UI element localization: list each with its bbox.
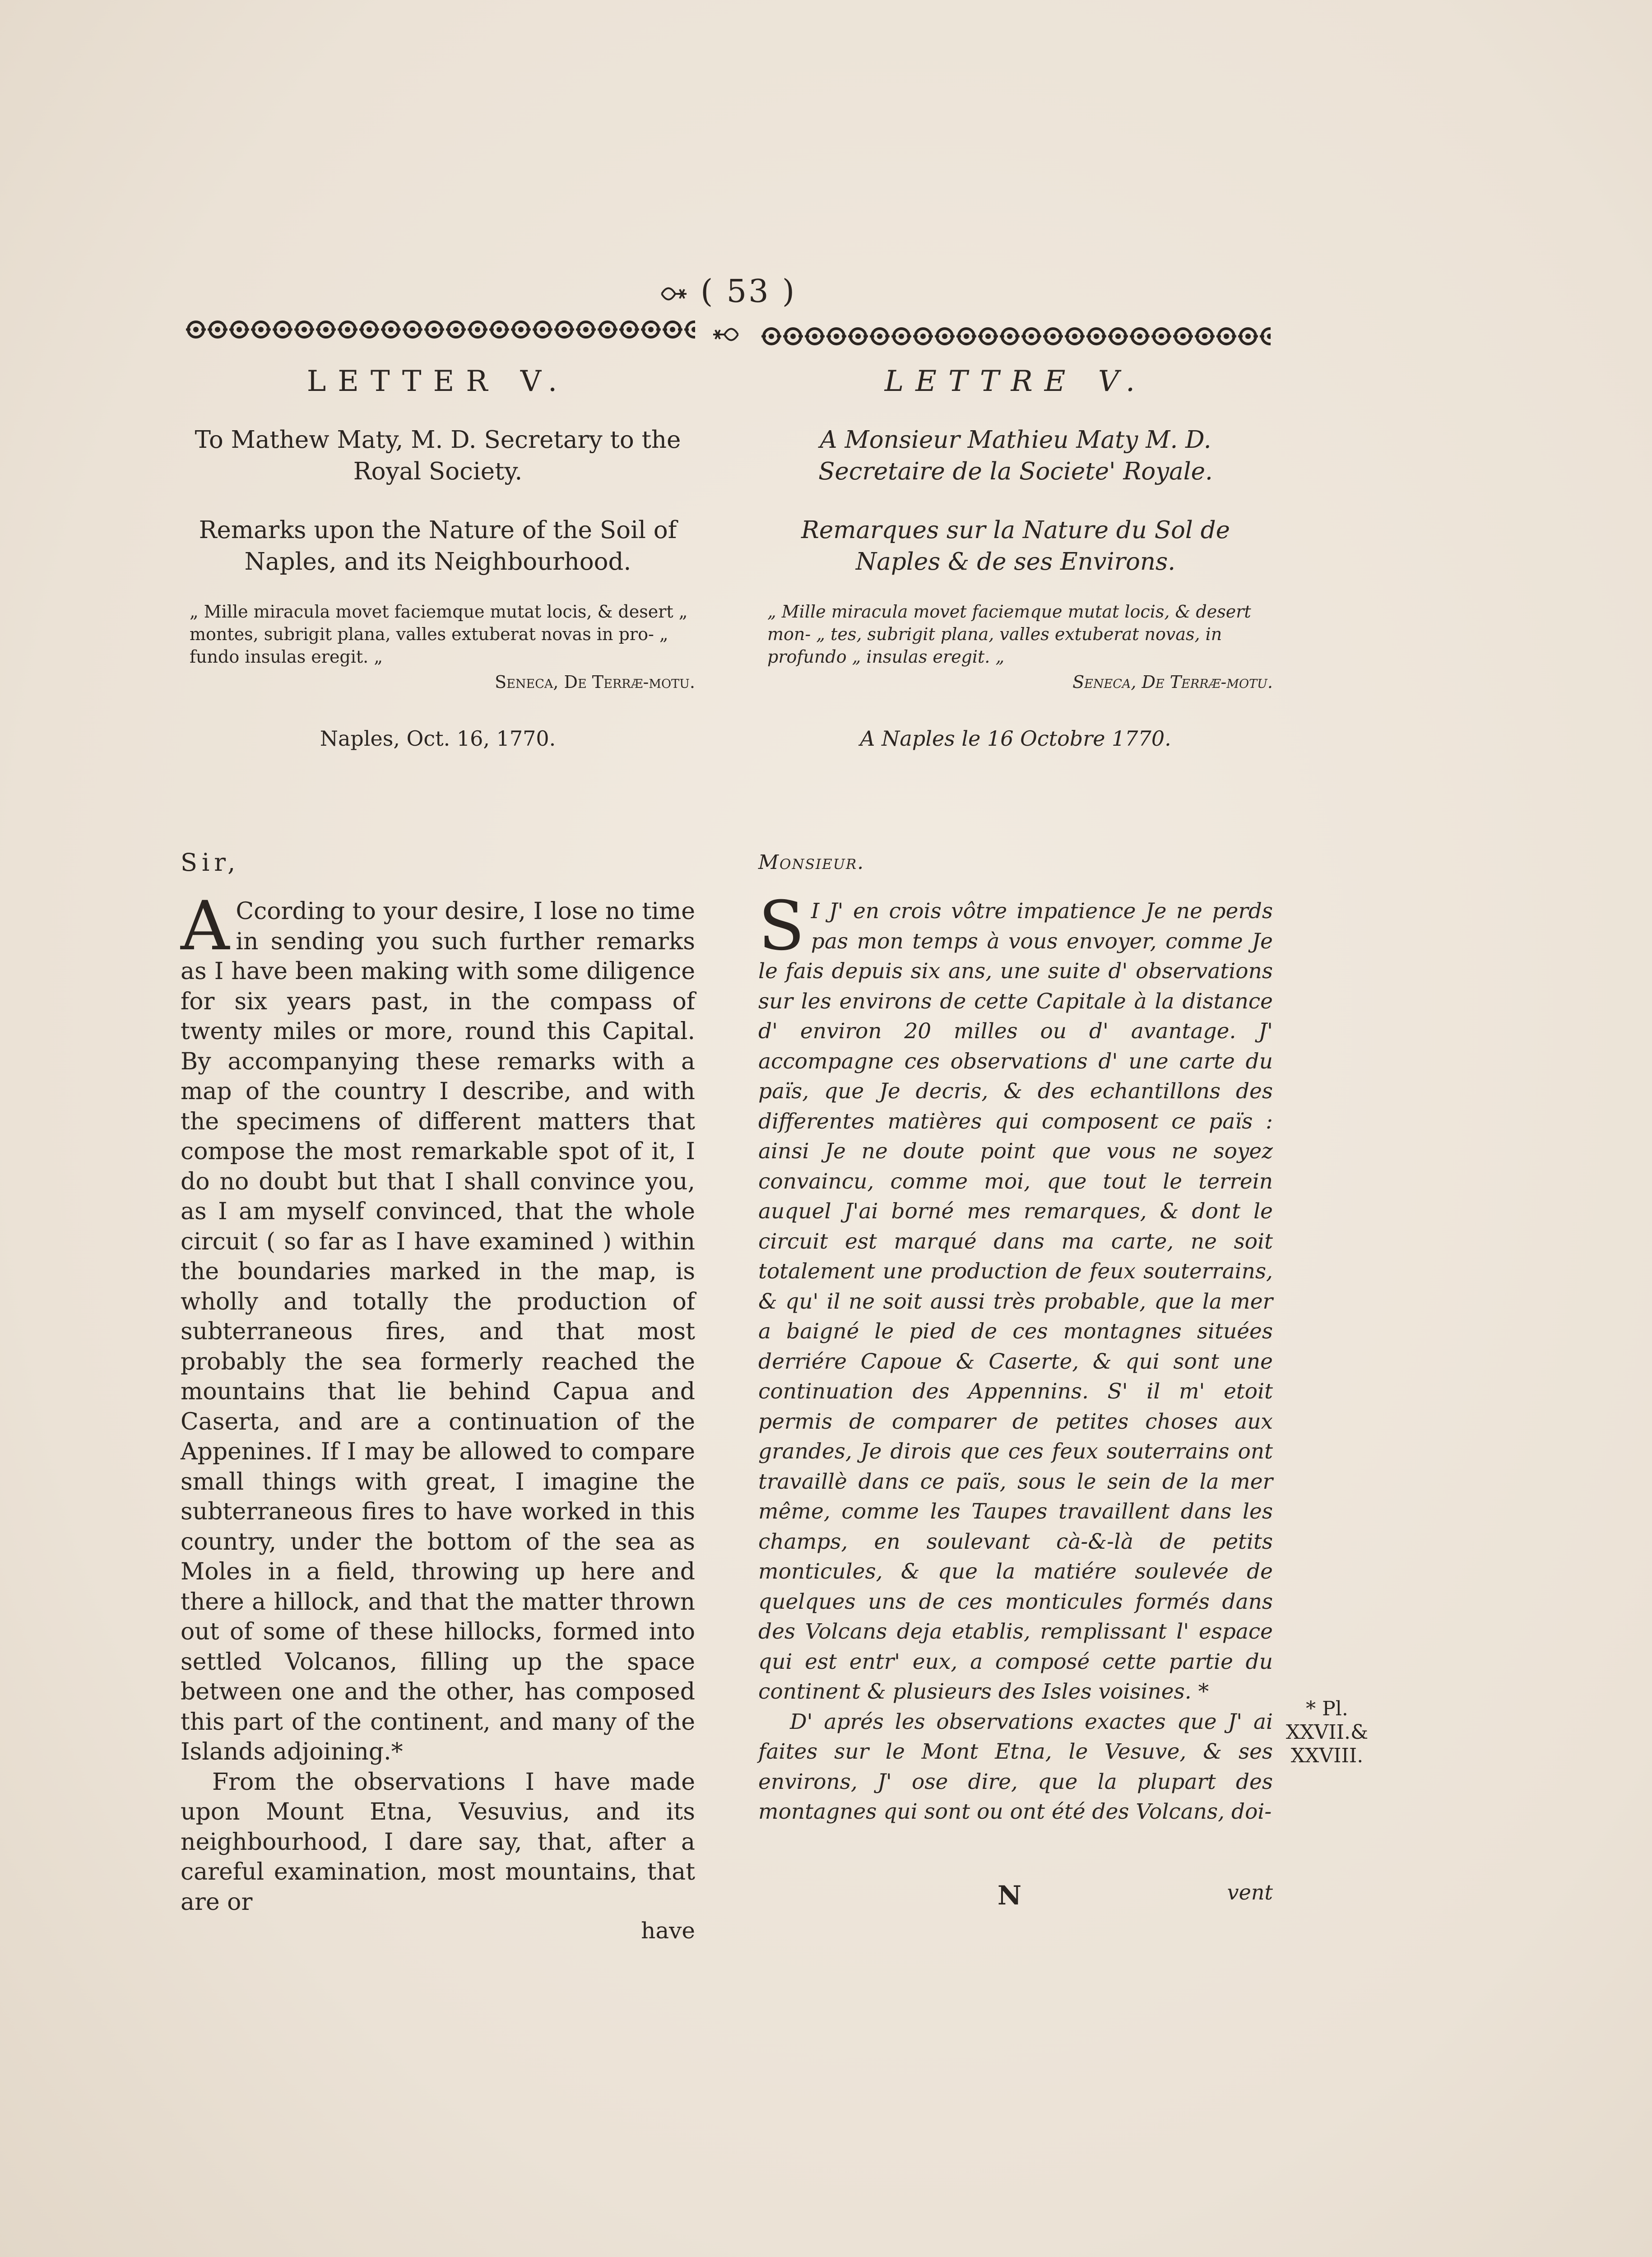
french-remarks-heading: Remarques sur la Nature du Sol de Naples & de ses Environs.	[801, 516, 1230, 576]
french-drop-cap: S	[758, 887, 805, 966]
english-motto	[181, 600, 695, 693]
french-catchword: vent	[1227, 1880, 1273, 1904]
signature-mark: N	[998, 1880, 1022, 1911]
margin-note: * Pl. XXVII.& XXVIII.	[1285, 1697, 1369, 1767]
page-number	[641, 271, 812, 311]
english-body	[181, 887, 695, 1944]
right-ornament-band-icon	[761, 323, 1271, 350]
french-title: LETTRE V.	[884, 365, 1147, 398]
english-column	[181, 361, 695, 1944]
right-fleuron-icon	[711, 321, 742, 348]
english-paragraph-1-text: Ccording to your desire, I lose no time in sending you such further remarks as I have been making with some diligence for six years past, in the compass of twenty miles or more, round this Capital. By accompanying these remarks with a map of the country I describe, and with the specimens of different matters that compose the most remarkable spot of it, I do no doubt but that I shall convince you, as I am myself convinced, that the whole circuit ( so far as I have examined ) within the boundaries marked in the map, is wholly and totally the production of subterraneous fires, and that most probably the sea formerly reached the mountains that lie behind Capua and Caserta, and are a continuation of the Appenines. If I may be allowed to compare small things with great, I imagine the subterraneous fires to have worked in this country, under the bottom of the sea as Moles in a field, throwing up here and there a hillock, and that the matter thrown out of some of these hillocks, formed into settled Volcanos, filling up the space between one and the other, has composed this part of the continent, and many of the Islands adjoining.*	[181, 898, 695, 1765]
english-remarks-heading: Remarks upon the Nature of the Soil of Naples, and its Neighbourhood.	[199, 516, 677, 576]
french-body	[758, 887, 1273, 1827]
english-salutation: Sir,	[181, 848, 240, 877]
english-to-heading: To Mathew Maty, M. D. Secretary to the Royal Society.	[195, 426, 681, 485]
left-ornament-band-icon	[185, 316, 695, 343]
french-motto-text: „ Mille miracula movet faciemque mutat locis, & desert mon- „ tes, subrigit plana, valles extuberat novas, in profundo „ insulas eregit. „	[767, 602, 1251, 667]
french-salutation: Monsieur.	[758, 851, 865, 874]
left-fleuron-icon	[657, 280, 689, 307]
french-column	[758, 361, 1273, 1827]
english-catchword: have	[641, 1918, 695, 1944]
french-paragraph-1	[758, 887, 1273, 1707]
french-motto	[758, 600, 1273, 693]
english-place-date: Naples, Oct. 16, 1770.	[320, 726, 556, 751]
english-motto-citation: Seneca, De Terræ-motu.	[495, 672, 695, 692]
french-place-date: A Naples le 16 Octobre 1770.	[860, 726, 1171, 751]
page-number-text: ( 53 )	[701, 273, 797, 310]
french-motto-citation: Seneca, De Terræ-motu.	[1072, 672, 1273, 692]
french-paragraph-2: D' aprés les observations exactes que J' ai faites sur le Mont Etna, le Vesuve, & ses environs, J' ose dire, que la plupart des montagnes qui sont ou ont été des Volcans, doi-	[758, 1709, 1273, 1824]
english-motto-text: „ Mille miracula movet faciemque mutat locis, & desert „ montes, subrigit plana, valles extuberat novas in pro- „ fundo insulas eregit. „	[190, 602, 688, 667]
english-paragraph-2: From the observations I have made upon Mount Etna, Vesuvius, and its neighbourhood, I dare say, that, after a careful examination, most mountains, that are or	[181, 1768, 695, 1916]
english-drop-cap: A	[181, 887, 230, 966]
english-paragraph-1	[181, 887, 695, 1767]
french-to-heading: A Monsieur Mathieu Maty M. D. Secretaire de la Societe' Royale.	[818, 426, 1213, 485]
english-title: LETTER V.	[306, 365, 569, 398]
french-paragraph-1-text: I J' en crois vôtre impatience Je ne perds pas mon temps à vous envoyer, comme Je le fais depuis six ans, une suite d' observations sur les environs de cette Capitale à la distance d' environ 20 milles ou d' avantage. J' accompagne ces observations d' une carte du païs, que Je decris, & des echantillons des differentes matières qui composent ce païs : ainsi Je ne doute point que vous ne soyez convaincu, comme moi, que tout le terrein auquel J'ai borné mes remarques, & dont le circuit est marqué dans ma carte, ne soit totalement une production de feux souterrains, & qu' il ne soit aussi très probable, que la mer a baigné le pied de ces montagnes situées derriére Capoue & Caserte, & qui sont une continuation des Appennins. S' il m' etoit permis de comparer de petites choses aux grandes, Je dirois que ces feux souterrains ont travaillè dans ce païs, sous le sein de la mer même, comme les Taupes travaillent dans les champs, en soulevant cà-&-là de petits monticules, & que la matiére soulevée de quelques uns de ces monticules formés dans des Volcans deja etablis, remplissant l' espace qui est entr' eux, a composé cette partie du continent & plusieurs des Isles voisines. *	[758, 899, 1273, 1704]
